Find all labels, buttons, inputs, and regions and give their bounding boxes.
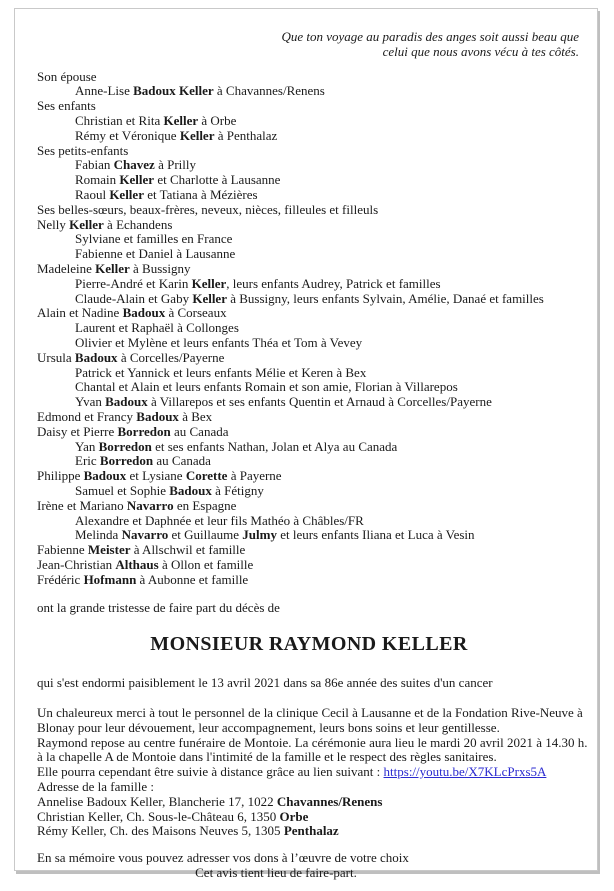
text-line <box>37 410 581 425</box>
text-segment: et ses enfants Nathan, Jolan et Alya au Canada <box>151 438 398 454</box>
text-line <box>37 514 581 529</box>
text-segment: à Echandens <box>103 216 173 232</box>
text-segment: Ursula <box>37 349 75 365</box>
text-segment: Adresse de la famille : <box>37 779 154 795</box>
text-line <box>37 144 581 159</box>
text-segment: Irène et Mariano <box>37 497 127 513</box>
text-line <box>37 277 581 292</box>
text-line <box>37 706 581 721</box>
text-segment: Fabienne <box>37 542 88 558</box>
text-segment: à Chavannes/Renens <box>213 83 325 99</box>
bold-name: Badoux <box>122 305 166 321</box>
text-segment: à Aubonne et famille <box>136 571 249 587</box>
text-line <box>37 158 581 173</box>
text-line <box>37 765 581 780</box>
text-segment: Philippe <box>37 468 84 484</box>
text-segment: et Charlotte à Lausanne <box>154 172 281 188</box>
text-line <box>37 543 581 558</box>
text-segment: Christian Keller, Ch. Sous-le-Château 6, 1350 <box>37 808 280 824</box>
bold-name: Navarro <box>126 497 174 513</box>
text-line <box>37 676 581 691</box>
text-line <box>37 425 581 440</box>
text-segment: à Fétigny <box>211 482 264 498</box>
announcement-intro <box>37 601 581 616</box>
bold-name: Keller <box>69 216 104 232</box>
text-segment: à Allschwil et famille <box>130 542 246 558</box>
text-line <box>37 558 581 573</box>
text-line <box>37 454 581 469</box>
text-segment: à Orbe <box>198 112 237 128</box>
bold-name: Keller <box>119 172 155 188</box>
text-line <box>37 45 579 60</box>
text-segment: au Canada <box>153 453 211 469</box>
text-line <box>37 810 581 825</box>
bold-name: Badoux <box>169 482 212 498</box>
text-segment: à Corseaux <box>165 305 227 321</box>
bold-name: Keller <box>192 290 227 306</box>
text-line <box>37 84 581 99</box>
text-segment: et Lysiane <box>126 468 186 484</box>
text-line <box>37 30 579 45</box>
closing-lines <box>37 851 581 881</box>
memorial-quote <box>37 30 581 60</box>
text-segment: Frédéric <box>37 571 84 587</box>
bold-name: Badoux <box>136 408 179 424</box>
text-segment: Alexandre et Daphnée et leur fils Mathéo à Châbles/FR <box>75 512 364 528</box>
bold-name: Keller <box>191 275 227 291</box>
text-segment: Ses enfants <box>37 98 96 114</box>
bold-name: Borredon <box>99 453 154 469</box>
text-segment: à Corcelles/Payerne <box>117 349 225 365</box>
text-segment: et leurs enfants Iliana et Luca à Vesin <box>276 527 475 543</box>
text-line <box>37 824 581 839</box>
text-line <box>37 721 581 736</box>
text-line <box>37 292 581 307</box>
text-segment: Edmond et Francy <box>37 408 137 424</box>
text-line <box>37 70 581 85</box>
text-segment: Romain <box>75 172 120 188</box>
text-segment: Annelise Badoux Keller, Blancherie 17, 1022 <box>37 793 277 809</box>
text-segment: à la chapelle A de Montoie dans l'intimité de la famille et le respect des règles sanitaires. <box>37 749 497 765</box>
text-line <box>37 380 581 395</box>
text-segment: Rémy et Véronique <box>75 127 180 143</box>
text-segment: Pierre-André et Karin <box>75 275 192 291</box>
bold-name: Chavannes/Renens <box>276 793 383 809</box>
text-line <box>37 795 581 810</box>
text-segment: Eric <box>75 453 100 469</box>
text-line <box>37 780 581 795</box>
bold-name: Meister <box>87 542 131 558</box>
text-segment: à Ollon et famille <box>158 556 254 572</box>
text-segment: Rémy Keller, Ch. des Maisons Neuves 5, 1305 <box>37 823 284 839</box>
text-segment: à Bex <box>178 408 213 424</box>
text-segment: Yvan <box>75 394 106 410</box>
text-segment: Anne-Lise <box>75 83 134 99</box>
text-line <box>37 321 581 336</box>
text-line <box>37 99 581 114</box>
text-segment: Alain et Nadine <box>37 305 123 321</box>
text-line <box>37 262 581 277</box>
text-segment: et Guillaume <box>168 527 243 543</box>
text-segment: à Prilly <box>154 157 196 173</box>
text-segment: Son épouse <box>37 68 97 84</box>
text-segment: Daisy et Pierre <box>37 423 118 439</box>
bold-name: Corette <box>185 468 228 484</box>
text-line <box>37 440 581 455</box>
bold-name: Althaus <box>115 556 159 572</box>
text-segment: Blonay pour leur dévouement, leur accompagnement, leurs bons soins et leur gentillesse. <box>37 719 500 735</box>
bold-name: Badoux <box>83 468 127 484</box>
text-segment: celui que nous avons vécu à tes côtés. <box>382 43 579 59</box>
ceremony-and-thanks <box>37 705 588 839</box>
text-line <box>37 469 581 484</box>
bold-name: Keller <box>163 112 199 128</box>
text-segment: Ses petits-enfants <box>37 142 129 158</box>
bold-name: Julmy <box>242 527 277 543</box>
text-segment: Raoul <box>75 186 110 202</box>
bold-name: Penthalaz <box>283 823 339 839</box>
text-segment: Que ton voyage au paradis des anges soit aussi beau que <box>281 29 579 44</box>
text-segment: Patrick et Yannick et leurs enfants Mélie et Keren à Bex <box>75 364 367 380</box>
text-segment: Olivier et Mylène et leurs enfants Théa et Tom à Vevey <box>75 334 363 350</box>
bold-name: Borredon <box>117 423 171 439</box>
text-segment: Yan <box>75 438 99 454</box>
text-segment: au Canada <box>170 423 229 439</box>
text-segment: à Payerne <box>227 468 282 484</box>
text-line <box>37 851 581 866</box>
text-line <box>37 247 581 262</box>
bold-name: Keller <box>95 260 130 276</box>
livestream-youtube-link[interactable]: https://youtu.be/X7KLcPrxs5A <box>383 764 547 780</box>
text-segment: et Tatiana à Mézières <box>143 186 258 202</box>
text-segment: Un chaleureux merci à tout le personnel de la clinique Cecil à Lausanne et de la Fondation Rive-Neuve à <box>37 705 583 721</box>
family-list <box>37 70 581 588</box>
text-segment: qui s'est endormi paisiblement le 13 avril 2021 dans sa 86e année des suites d'un cancer <box>37 675 493 691</box>
text-line <box>37 114 581 129</box>
text-line <box>37 218 581 233</box>
bold-name: Badoux Keller <box>133 83 214 99</box>
text-line <box>37 336 581 351</box>
text-line <box>37 866 581 881</box>
text-segment: Raymond repose au centre funéraire de Montoie. La cérémonie aura lieu le mardi 20 avril 2021 à 14.30 h. <box>37 734 588 750</box>
text-segment: à Bussigny, leurs enfants Sylvain, Amélie, Danaé et familles <box>226 290 544 306</box>
text-segment: , leurs enfants Audrey, Patrick et familles <box>226 275 441 291</box>
bold-name: Orbe <box>279 808 309 824</box>
bold-name: Chavez <box>113 157 155 173</box>
text-line <box>37 734 588 751</box>
text-segment: à Bussigny <box>129 260 191 276</box>
text-segment: Fabian <box>75 157 114 173</box>
text-line <box>37 306 581 321</box>
text-line <box>37 484 581 499</box>
text-line <box>37 366 581 381</box>
text-line <box>37 351 581 366</box>
bold-name: Navarro <box>121 527 169 543</box>
obituary-document-frame <box>14 8 598 881</box>
text-line <box>37 395 581 410</box>
text-line <box>37 232 581 247</box>
text-segment: en Espagne <box>173 497 237 513</box>
text-segment: Samuel et Sophie <box>75 482 170 498</box>
bold-name: Keller <box>109 186 144 202</box>
text-line <box>37 528 581 543</box>
text-segment: Nelly <box>37 216 70 232</box>
text-segment: En sa mémoire vous pouvez adresser vos dons à l’œuvre de votre choix <box>37 850 409 866</box>
text-segment: Sylviane et familles en France <box>75 231 233 247</box>
text-segment: Ses belles-sœurs, beaux-frères, neveux, nièces, filleules et filleuls <box>37 201 379 217</box>
bold-name: Borredon <box>98 438 152 454</box>
text-segment: à Villarepos et ses enfants Quentin et Arnaud à Corcelles/Payerne <box>147 394 492 410</box>
bold-name: Badoux <box>74 349 118 365</box>
text-line <box>37 601 581 616</box>
text-segment: Elle pourra cependant être suivie à distance grâce au lien suivant : <box>37 764 384 780</box>
text-segment: Chantal et Alain et leurs enfants Romain et son amie, Florian à Villarepos <box>75 379 458 395</box>
text-segment: Cet avis tient lieu de faire-part. <box>195 865 357 881</box>
deceased-name-title: MONSIEUR RAYMOND KELLER <box>150 633 468 656</box>
text-segment: Claude-Alain et Gaby <box>75 290 193 306</box>
text-segment: à Penthalaz <box>214 127 278 143</box>
bold-name: Badoux <box>105 394 148 410</box>
text-line <box>37 173 581 188</box>
text-line <box>37 573 581 588</box>
text-line <box>37 188 581 203</box>
text-line <box>37 499 581 514</box>
text-segment: Madeleine <box>37 260 96 276</box>
text-segment: Christian et Rita <box>75 112 164 128</box>
text-segment: Laurent et Raphaël à Collonges <box>75 320 239 336</box>
death-statement <box>37 676 581 691</box>
text-line <box>37 203 581 218</box>
text-segment: ont la grande tristesse de faire part du décès de <box>37 600 280 616</box>
text-segment: Fabienne et Daniel à Lausanne <box>75 246 236 262</box>
bold-name: Keller <box>179 127 215 143</box>
text-segment: Melinda <box>75 527 122 543</box>
text-line <box>37 129 581 144</box>
bold-name: Hofmann <box>83 571 137 587</box>
text-segment: Jean-Christian <box>37 556 116 572</box>
text-line <box>37 750 581 765</box>
